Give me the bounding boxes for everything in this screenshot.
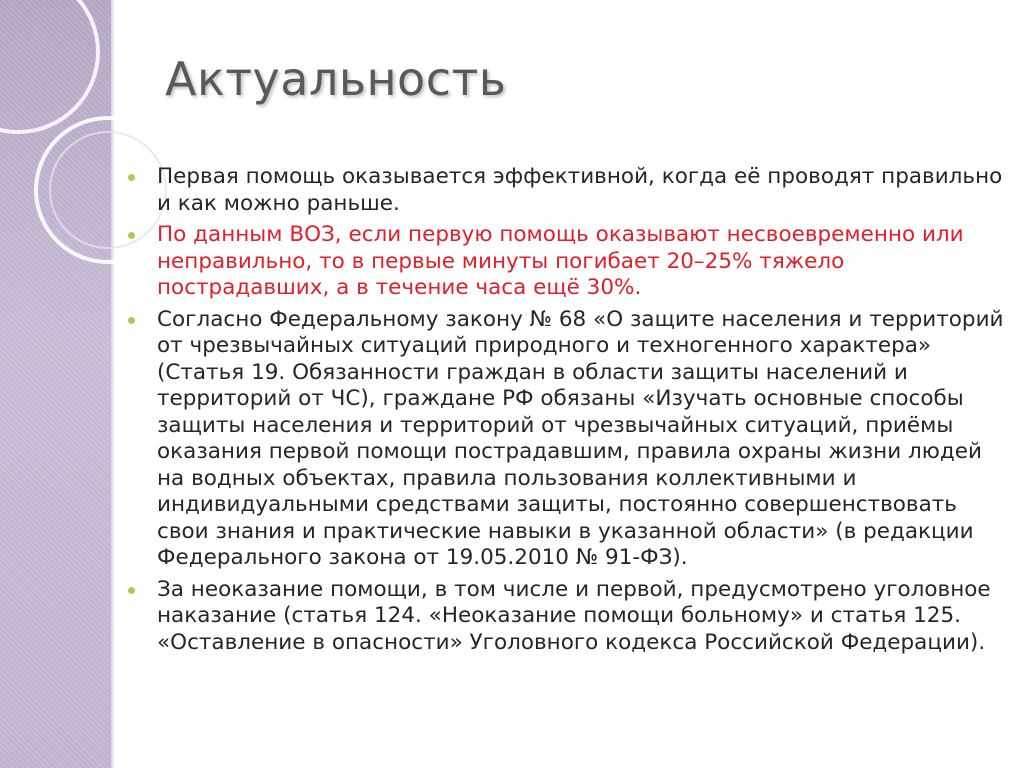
- bullet-item-2: [128, 222, 1012, 302]
- bullet-item-4: [128, 577, 1012, 657]
- slide-title: Актуальность: [165, 52, 507, 106]
- bullet-dot-icon: [128, 587, 135, 594]
- bullet-item-1: [128, 164, 1012, 217]
- bullet-item-3: [128, 307, 1012, 572]
- bullet-dot-icon: [128, 174, 135, 181]
- bullet-dot-icon: [128, 317, 135, 324]
- bullet-dot-icon: [128, 232, 135, 239]
- bullet-text: Первая помощь оказывается эффективной, когда её проводят правильно и как можно раньше.: [157, 164, 1003, 216]
- bullet-list: [128, 164, 1012, 661]
- bullet-text: Согласно Федеральному закону № 68 «О защите населения и территорий от чрезвычайных ситуаций природного и техногенного характера» (Статья 19. Обязанности граждан в области защиты населений и территорий от ЧС), граждане РФ обязаны «Изучать основные способы защиты населения и территорий от чрезвычайных ситуаций, приёмы оказания первой помощи пострадавшим, правила охраны жизни людей на водных объектах, правила пользования коллективными и индивидуальными средствами защиты, постоянно совершенствовать свои знания и практические навыки в указанной области» (в редакции Федерального закона от 19.05.2010 № 91-ФЗ).: [157, 306, 1004, 570]
- bullet-text-highlight: По данным ВОЗ, если первую помощь оказывают несвоевременно или неправильно, то в первые минуты погибает 20–25% тяжело пострадавших, а в течение часа ещё 30%.: [157, 222, 964, 300]
- bullet-text: За неоказание помощи, в том числе и первой, предусмотрено уголовное наказание (статья 124. «Неоказание помощи больному» и статья 125. «Оставление в опасности» Уголовного кодекса Российской Федерации).: [157, 576, 991, 655]
- deco-ring-large: [0, 0, 98, 132]
